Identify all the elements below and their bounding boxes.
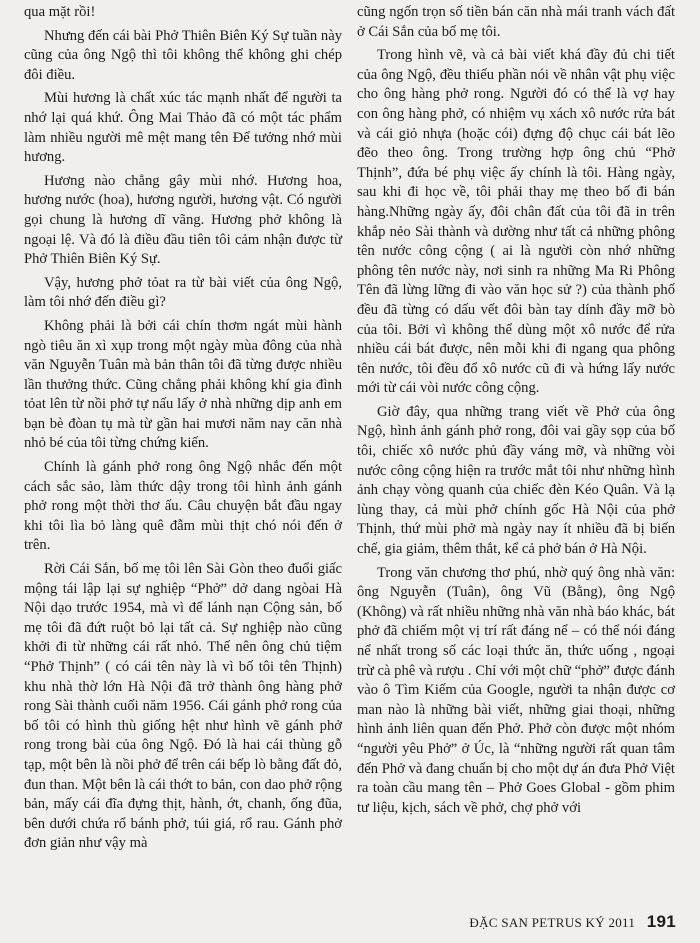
paragraph: Trong hình vẽ, và cả bài viết khá đầy đủ chi tiết của ông Ngộ, đều thiếu phần nói về nhân vật phụ việc cho ông hàng phở rong. Người đó có thể là vợ hay con ông hàng phở, có nhiệm vụ xách xô nước rửa bát và cái giỏ nhựa (hoặc cói) đựng độ chục cái bát lẽo đẽo theo ông. Trong trường hợp ông chủ “Phở Thịnh”, đứa bé phụ việc ấy chính là tôi. Hàng ngày, sau khi đi học về, tôi phải thay mẹ theo bố đi bán hàng.Những ngày ấy, đôi chân đất của tôi đã in trên khắp nẻo Sài thành và dường như tất cả những phông tên nước công cộng ( ai là người còn nhớ những phông tên nước này, nơi sinh ra những Ma Ri Phông Tên đã lừng lững đi vào văn học sử ?) của thành phố đều đã từng có dấu vết đôi bàn tay dính đầy mỡ bò của tôi. Bởi vì không thể dùng một xô nước để rửa nhiều cái bát được, nên mỗi khi đi ngang qua phông tên nước, tôi đều đổ xô nước cũ đi và hứng lấy nước mới từ cái vòi nước công cộng.	[357, 47, 675, 397]
paragraph: Chính là gánh phở rong ông Ngộ nhắc đến một cách sắc sảo, làm thức dậy trong tôi hình ảnh gánh phở rong một thời thơ ấu. Câu chuyện bắt đầu ngay khi tôi lìa bỏ làng quê đẫm mùi thịt chó nói đến ở trên.	[24, 459, 342, 554]
left-text-column	[24, 3, 342, 858]
paragraph: Không phải là bởi cái chín thơm ngát mùi hành ngò tiêu ăn xì xụp trong một ngày mùa đông của nhà văn Nguyễn Tuân mà bản thân tôi đã từng được nhiều lần thưởng thức. Cũng chẳng phải không khí gia đình tỏat lên từ nồi phở tự nấu lấy ở nhà những dịp anh em bạn bè đòan tụ mà từ gần hai mươi năm nay căn nhà nhỏ bé của tôi từng chứng kiến.	[24, 317, 342, 452]
paragraph: Nhưng đến cái bài Phở Thiên Biên Ký Sự tuần này cũng của ông Ngộ thì tôi không thể không ghi chép đôi điều.	[24, 27, 342, 83]
paragraph: Rời Cái Sắn, bố mẹ tôi lên Sài Gòn theo đuổi giấc mộng tái lập lại sự nghiệp “Phở” dở dang ngòai Hà Nội dạo trước 1954, mà vì để lánh nạn Cộng sản, bố mẹ tôi đã đứt ruột bỏ lại tất cả. Sự nghiệp nào cũng khởi đi từ những cái rất nhỏ. Thế nên ông chủ tiệm “Phở Thịnh” ( có cái tên này là vì bố tôi tên Thịnh) khu nhà thờ lớn Hà Nội đã trở thành ông hàng phở rong Sài thành cuối năm 1956. Cái gánh phở rong của bố tôi có hình thù giống hệt như hình vẽ gánh phở rong trong bài của ông Ngộ. Đó là hai cái thùng gỗ tạp, một bên là nồi phở để trên cái bếp lò bằng đất đỏ, đun than. Một bên là cái thớt to bản, con dao phở rộng bản, mấy cái đĩa đựng thịt, hành, ớt, chanh, ống đũa, bên dưới chứa rổ bánh phở, túi giá, rổ rau. Gánh phở đơn giản như vậy mà	[24, 561, 342, 852]
paragraph: Giờ đây, qua những trang viết về Phở của ông Ngộ, hình ảnh gánh phở rong, đôi vai gầy sọp của bố tôi, chiếc xô nước phủ đầy váng mỡ, và những vòi nước công cộng hiện ra trước mắt tôi như những hình ảnh chạy vòng quanh của chiếc đèn Kéo Quân. Và lạ lùng thay, cả mùi phở chính gốc Hà Nội của phở Thịnh, thứ mùi phở mà ngày nay ít nhiều đã bị biến chế, gia giảm, thêm thắt, kể cả phở bán ở Hà Nội.	[357, 403, 675, 558]
paragraph: Trong văn chương thơ phú, nhờ quý ông nhà văn: ông Nguyễn (Tuân), ông Vũ (Bằng), ông Ngộ (Không) và rất nhiều những nhà văn nhà báo khác, bát phở đã chiếm một vị trí rất đáng nể – có thể nói đáng nể nhất trong số các loại thức ăn, thức uống , ngoại trừ cà phê và rượu . Chỉ với một chữ “phở” được đánh vào ô Tìm Kiếm của Google, người ta nhận được cơ man nào là những bài viết, những giai thoại, những hình ảnh liên quan đến Phở. Phở còn được một nhóm “người yêu Phở” ở Úc, là “những người rất quan tâm đến Phở và đang chuẩn bị cho một dự án đưa Phở Việt ra toàn cầu mang tên – Phở Goes Global - gồm phim tư liệu, kịch, sách về phở, chợ phở với	[357, 564, 675, 816]
paragraph: Hương nào chẳng gây mùi nhớ. Hương hoa, hương nước (hoa), hương người, hương vật. Có người gọi chung là hương dĩ vãng. Hương phở không là ngoại lệ. Và đó là điều đầu tiên tôi cảm nhận được từ Phở Thiên Biên Ký Sự.	[24, 172, 342, 268]
paragraph: cũng ngốn trọn số tiền bán căn nhà mái tranh vách đất ở Cái Sắn của bố mẹ tôi.	[357, 4, 675, 40]
paragraph: Vậy, hương phở tỏat ra từ bài viết của ông Ngộ, làm tôi nhớ đến điều gì?	[24, 274, 342, 311]
right-text-column	[357, 3, 675, 822]
page-number: 191	[646, 912, 676, 931]
page-footer	[469, 912, 676, 932]
paragraph: qua mặt rồi!	[24, 4, 96, 20]
paragraph: Mùi hương là chất xúc tác mạnh nhất để người ta nhớ lại quá khứ. Ông Mai Thảo đã có một tác phẩm làm nhiều người mê mệt mang tên Để tưởng nhớ mùi hương.	[24, 90, 342, 166]
publication-title: ĐẶC SAN PETRUS KÝ 2011	[469, 915, 636, 930]
